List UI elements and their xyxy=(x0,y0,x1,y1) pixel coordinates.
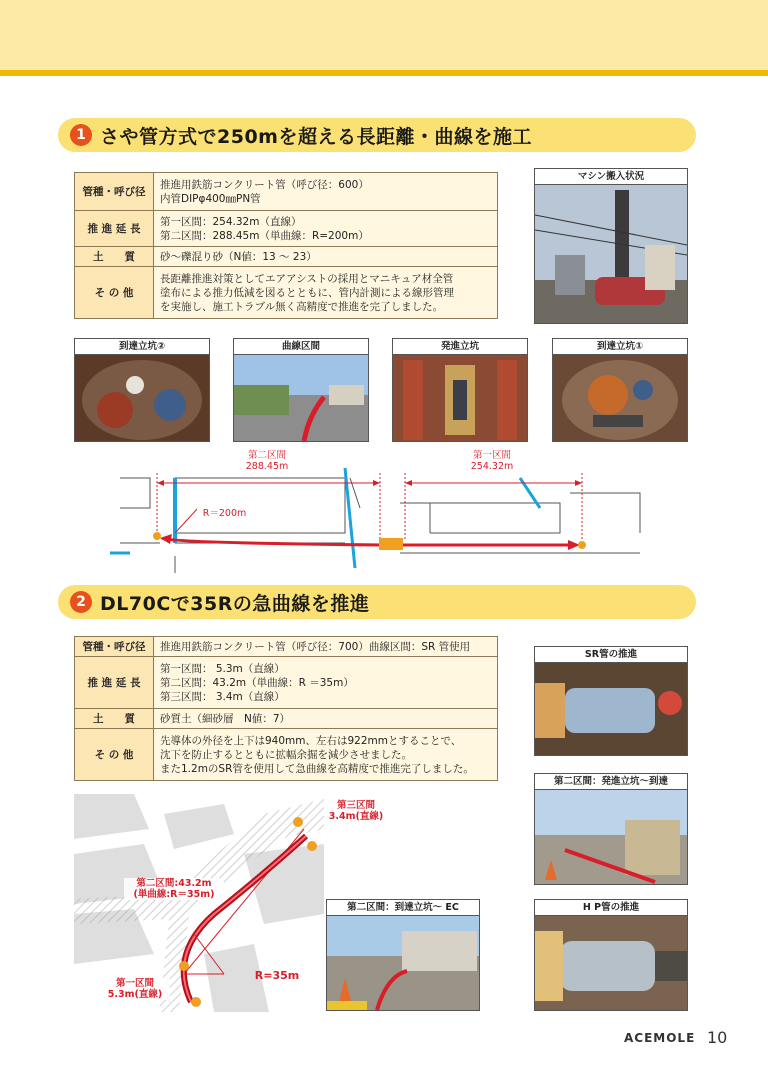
photo-arrival-shaft-1 xyxy=(552,338,688,442)
section1-shaft-marker xyxy=(179,961,189,971)
spec-line: 第一区間： 5.3m（直線） xyxy=(160,662,285,675)
section1-route-map xyxy=(100,448,660,573)
spec-line: 沈下を防止するとともに拡幅余掘を減少させました。 xyxy=(160,748,412,761)
map-section2-label: 第二区間 288.45m xyxy=(245,450,289,472)
spec-row-length xyxy=(75,211,498,247)
section1-spec-table xyxy=(74,172,498,319)
photo-caption: SR管の推進 xyxy=(535,647,687,663)
spec-row-pipe xyxy=(75,637,498,657)
photo-arrival-shaft-2 xyxy=(74,338,210,442)
spec-line: 第二区間：43.2m（単曲線：R ＝35m） xyxy=(160,676,354,689)
spec-head: 管種・呼び径 xyxy=(75,173,154,211)
section1-title: さや管方式で250mを超える長距離・曲線を施工 xyxy=(100,125,532,148)
section3-shaft-marker xyxy=(293,817,303,827)
photo-caption: 第二区間：発進立坑〜到達 xyxy=(535,774,687,790)
section2-start-image xyxy=(535,790,687,884)
spec-line: 砂質土（細砂層 N値：7） xyxy=(160,712,291,725)
map2-section2-label: 第二区間:43.2m (単曲線:R＝35m) xyxy=(124,878,224,900)
start-shaft-image xyxy=(393,355,527,441)
spec-row-pipe xyxy=(75,173,498,211)
section2-ec-image xyxy=(327,916,479,1010)
spec-line: 推進用鉄筋コンクリート管（呼び径：700）曲線区間：SR 管使用 xyxy=(160,640,471,653)
section2-title: DL70Cで35Rの急曲線を推進 xyxy=(100,592,370,615)
radius-line xyxy=(175,508,198,533)
spec-line: 内管DIPφ400㎜PN管 xyxy=(160,192,261,205)
spec-line: 第一区間：254.32m（直線） xyxy=(160,215,302,228)
arrival-shaft-1-image xyxy=(553,355,687,441)
spec-head: 土 質 xyxy=(75,709,154,729)
photo-caption: 第二区間：到達立坑〜 EC xyxy=(327,900,479,916)
spec-line: また1.2mのSR管を使用して急曲線を高精度で推進完了しました。 xyxy=(160,762,474,775)
arrival-shaft-2-image xyxy=(75,355,209,441)
section1-shaft-marker xyxy=(191,997,201,1007)
spec-head: 管種・呼び径 xyxy=(75,637,154,657)
arrival-shaft-2-marker xyxy=(153,532,161,540)
start-shaft-marker xyxy=(379,538,403,550)
section2-number: 2 xyxy=(70,591,92,613)
photo-caption: 発進立坑 xyxy=(393,339,527,355)
arrival-shaft-1-marker xyxy=(578,541,586,549)
spec-head: 推 進 延 長 xyxy=(75,211,154,247)
map-radius-label: R＝200m xyxy=(197,508,252,519)
machine-delivery-image xyxy=(535,185,687,323)
curve-section-image xyxy=(234,355,368,441)
spec-line: 推進用鉄筋コンクリート管（呼び径：600） xyxy=(160,178,369,191)
photo-hp-pipe-jacking xyxy=(534,899,688,1011)
spec-line: 長距離推進対策としてエアアシストの採用とマニキュア材全管 xyxy=(160,272,454,285)
photo-section2-arrival-to-ec xyxy=(326,899,480,1011)
section3-shaft-marker xyxy=(307,841,317,851)
spec-line: 砂〜礫混り砂（N値：13 〜 23） xyxy=(160,250,317,263)
spec-row-soil xyxy=(75,709,498,729)
pipe-route xyxy=(162,538,570,545)
section1-banner xyxy=(58,118,696,152)
spec-row-other xyxy=(75,729,498,781)
spec-line: を実施し、施工トラブル無く高精度で推進を完了しました。 xyxy=(160,300,444,313)
spec-line: 先導体の外径を上下は940mm、左右は922mmとすることで、 xyxy=(160,734,462,747)
top-header-rule xyxy=(0,70,768,76)
map-section1-label: 第一区間 254.32m xyxy=(470,450,514,472)
spec-line: 塗布による推力低減を図るとともに、管内計測による線形管理 xyxy=(160,286,454,299)
section2-banner xyxy=(58,585,696,619)
photo-machine-delivery xyxy=(534,168,688,324)
spec-line: 第三区間： 3.4m（直線） xyxy=(160,690,285,703)
spec-row-other xyxy=(75,267,498,319)
photo-caption: マシン搬入状況 xyxy=(535,169,687,185)
photo-caption: 到達立坑① xyxy=(553,339,687,355)
photo-sr-pipe-jacking xyxy=(534,646,688,756)
section1-number: 1 xyxy=(70,124,92,146)
map2-radius-label: R=35m xyxy=(254,969,300,982)
spec-row-soil xyxy=(75,247,498,267)
photo-caption: 曲線区間 xyxy=(234,339,368,355)
map2-section3-label: 第三区間 3.4m(直線) xyxy=(328,800,384,822)
spec-head: 推 進 延 長 xyxy=(75,657,154,709)
hp-pipe-image xyxy=(535,916,687,1010)
photo-caption: H P管の推進 xyxy=(535,900,687,916)
spec-head: そ の 他 xyxy=(75,729,154,781)
section2-spec-table xyxy=(74,636,498,781)
spec-head: 土 質 xyxy=(75,247,154,267)
photo-start-shaft xyxy=(392,338,528,442)
spec-line: 第二区間：288.45m（単曲線：R=200m） xyxy=(160,229,369,242)
spec-row-length xyxy=(75,657,498,709)
photo-section2-start-to-arrival xyxy=(534,773,688,885)
photo-caption: 到達立坑② xyxy=(75,339,209,355)
sr-pipe-image xyxy=(535,663,687,755)
top-header-band xyxy=(0,0,768,70)
spec-head: そ の 他 xyxy=(75,267,154,319)
page-number: 10 xyxy=(707,1028,728,1047)
photo-curve-section xyxy=(233,338,369,442)
map2-section1-label: 第一区間 5.3m(直線) xyxy=(100,978,170,1000)
section2-route-map xyxy=(74,794,384,1012)
footer-brand: ACEMOLE xyxy=(624,1031,696,1045)
